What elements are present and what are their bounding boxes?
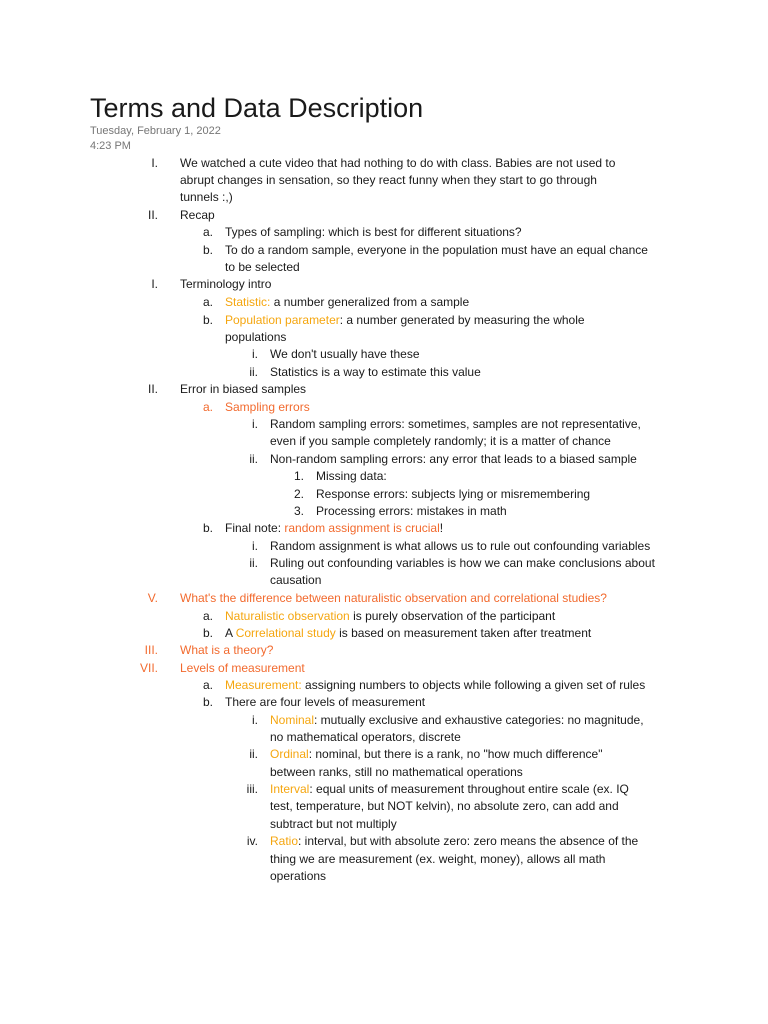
definition-text: is purely observation of the participant (349, 609, 556, 623)
list-marker: a. (202, 295, 213, 309)
definition-text: : mutually exclusive and exhaustive categories: no magnitude, (314, 713, 644, 727)
list-marker: b. (202, 695, 213, 709)
definition-text: is based on measurement taken after treatment (335, 626, 592, 640)
list-item-text: no mathematical operators, discrete (270, 730, 461, 744)
list-marker: a. (202, 609, 213, 623)
list-item-text: abrupt changes in sensation, so they react funny when they start to go through (180, 173, 597, 187)
list-marker: i. (252, 417, 258, 431)
list-marker: i. (252, 713, 258, 727)
list-item-text: Response errors: subjects lying or misremembering (316, 487, 591, 501)
term-highlight: Ordinal (270, 747, 309, 761)
definition-line (225, 677, 645, 694)
term-highlight: Ratio (270, 834, 299, 848)
list-item-text: thing we are measurement (ex. weight, money), allows all math (270, 852, 606, 866)
list-marker: 1. (293, 469, 304, 483)
list-marker: a. (202, 400, 213, 414)
term-highlight: Naturalistic observation (225, 609, 350, 623)
note-date: Tuesday, February 1, 2022 (90, 125, 221, 137)
definition-line (225, 520, 443, 537)
term-highlight: Nominal (270, 713, 315, 727)
list-item-text: Processing errors: mistakes in math (316, 504, 507, 518)
list-marker: I. (151, 277, 158, 291)
list-item-text: What's the difference between naturalistic observation and correlational studies? (180, 591, 607, 605)
note-time: 4:23 PM (90, 140, 131, 152)
definition-line (225, 312, 585, 329)
list-marker: ii. (249, 747, 258, 761)
list-item-text: to be selected (225, 260, 300, 274)
definition-text: : interval, but with absolute zero: zero means the absence of the (298, 834, 639, 848)
term-highlight: Population parameter (225, 313, 340, 327)
list-item-text: Random sampling errors: sometimes, samples are not representative, (270, 417, 641, 431)
list-marker: 3. (293, 504, 304, 518)
definition-line (270, 781, 629, 798)
list-marker: ii. (249, 556, 258, 570)
definition-line (270, 833, 638, 850)
definition-line (270, 746, 602, 763)
list-item-text: Statistics is a way to estimate this value (270, 365, 481, 379)
list-item-text: tunnels :,) (180, 190, 233, 204)
list-marker: i. (252, 347, 258, 361)
list-item-text: operations (270, 869, 327, 883)
list-marker: b. (202, 313, 213, 327)
definition-text: : nominal, but there is a rank, no "how much difference" (308, 747, 603, 761)
list-item-text: Sampling errors (225, 400, 310, 414)
definition-text: assigning numbers to objects while following a given set of rules (301, 678, 646, 692)
list-item-text: There are four levels of measurement (225, 695, 426, 709)
list-item-text: Random assignment is what allows us to rule out confounding variables (270, 539, 651, 553)
list-item-text: We watched a cute video that had nothing to do with class. Babies are not used to (180, 156, 616, 170)
list-marker: II. (147, 382, 158, 396)
list-marker: V. (147, 591, 158, 605)
list-item-text: causation (270, 573, 322, 587)
list-item-text: Levels of measurement (180, 661, 305, 675)
list-item-text: Error in biased samples (180, 382, 307, 396)
definition-line (270, 712, 644, 729)
list-marker: III. (144, 643, 158, 657)
list-marker: VII. (139, 661, 158, 675)
list-marker: a. (202, 678, 213, 692)
list-item-text: A (225, 626, 236, 640)
page-title: Terms and Data Description (90, 93, 424, 123)
list-item-text: Terminology intro (180, 277, 272, 291)
list-marker: b. (202, 521, 213, 535)
list-marker: ii. (249, 365, 258, 379)
list-marker: II. (147, 208, 158, 222)
list-item-text: We don't usually have these (270, 347, 420, 361)
definition-text: : equal units of measurement throughout entire scale (ex. IQ (309, 782, 629, 796)
list-item-text: even if you sample completely randomly; it is a matter of chance (270, 434, 611, 448)
term-highlight: random assignment is crucial (284, 521, 440, 535)
list-marker: iii. (246, 782, 258, 796)
term-highlight: Correlational study (235, 626, 336, 640)
list-item-text: Non-random sampling errors: any error that leads to a biased sample (270, 452, 637, 466)
list-marker: b. (202, 243, 213, 257)
list-item-text: Missing data: (316, 469, 387, 483)
list-item-text: subtract but not multiply (270, 817, 397, 831)
list-item-text: To do a random sample, everyone in the population must have an equal chance (225, 243, 648, 257)
list-marker: b. (202, 626, 213, 640)
list-marker: i. (252, 539, 258, 553)
term-highlight: Measurement: (225, 678, 302, 692)
list-item-text: Types of sampling: which is best for different situations? (225, 225, 522, 239)
definition-text: a number generalized from a sample (270, 295, 470, 309)
definition-line (225, 608, 555, 625)
list-item-text: Final note: (225, 521, 285, 535)
term-highlight: Statistic: (225, 295, 271, 309)
list-item-text: Recap (180, 208, 215, 222)
list-item-text: ! (439, 521, 444, 535)
list-item-text: test, temperature, but NOT kelvin), no absolute zero, can add and (270, 799, 619, 813)
list-marker: ii. (249, 452, 258, 466)
list-item-text: What is a theory? (180, 643, 274, 657)
term-highlight: Interval (270, 782, 310, 796)
definition-line (225, 294, 469, 311)
list-marker: 2. (293, 487, 304, 501)
list-item-text: between ranks, still no mathematical operations (270, 765, 523, 779)
definition-text: : a number generated by measuring the whole (339, 313, 585, 327)
list-marker: iv. (246, 834, 258, 848)
list-marker: a. (202, 225, 213, 239)
list-item-text: populations (225, 330, 287, 344)
definition-line (225, 625, 591, 642)
list-marker: I. (151, 156, 158, 170)
list-item-text: Ruling out confounding variables is how we can make conclusions about (270, 556, 655, 570)
